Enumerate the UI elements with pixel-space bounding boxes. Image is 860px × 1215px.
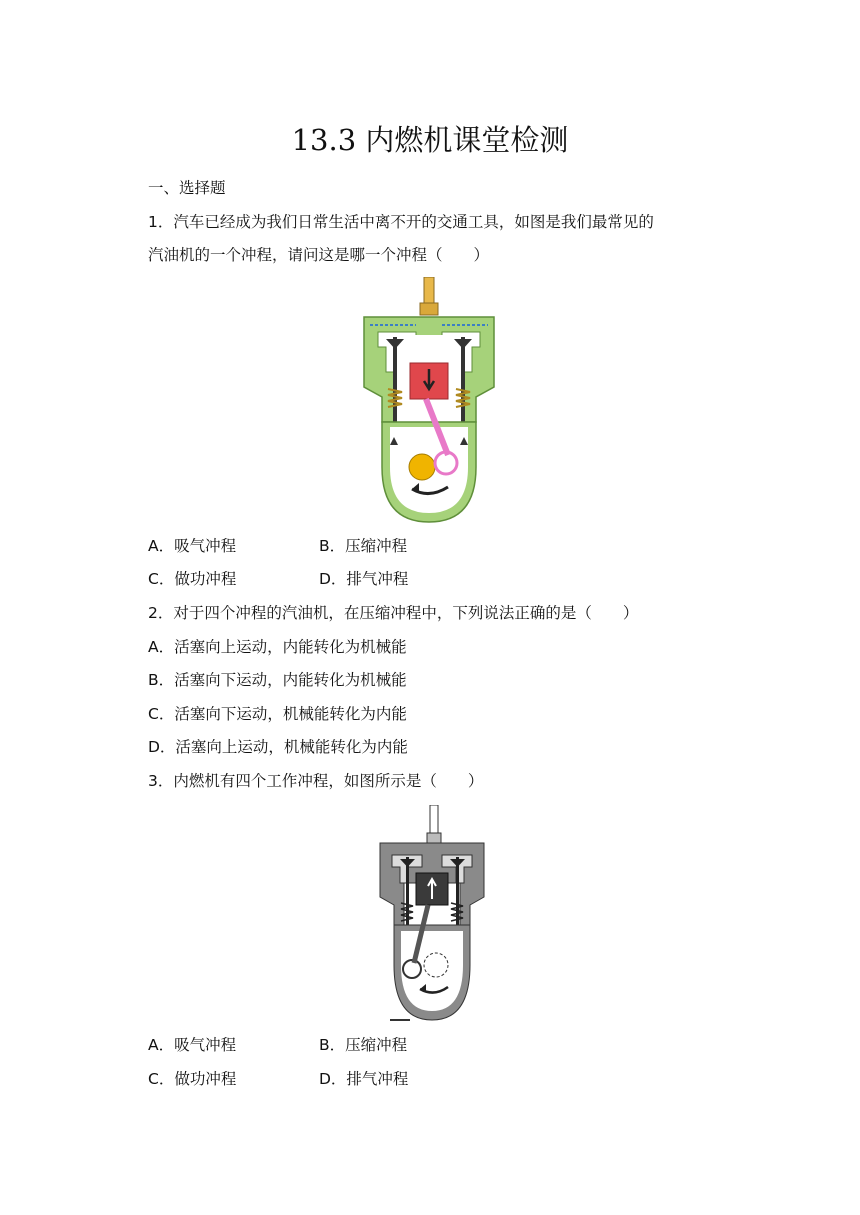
q3-option-c: C．做功冲程 xyxy=(148,1070,237,1088)
q1-option-b: B．压缩冲程 xyxy=(319,537,408,555)
q3-option-d: D．排气冲程 xyxy=(319,1070,409,1088)
page-title: 13.3 内燃机课堂检测 xyxy=(291,123,569,157)
q3-stem: 3．内燃机有四个工作冲程，如图所示是（ ） xyxy=(148,772,484,790)
q2-option-b: B．活塞向下运动，内能转化为机械能 xyxy=(148,671,407,689)
engine-diagram-color-icon xyxy=(356,277,502,525)
q2-stem: 2．对于四个冲程的汽油机，在压缩冲程中，下列说法正确的是（ ） xyxy=(148,604,639,622)
q3-option-b: B．压缩冲程 xyxy=(319,1036,408,1054)
q1-option-d: D．排气冲程 xyxy=(319,570,409,588)
engine-diagram-gray-icon xyxy=(376,805,488,1025)
q2-option-d: D．活塞向上运动，机械能转化为内能 xyxy=(148,738,408,756)
q2-option-a: A．活塞向上运动，内能转化为机械能 xyxy=(148,638,407,656)
q3-option-a: A．吸气冲程 xyxy=(148,1036,237,1054)
q1-option-a: A．吸气冲程 xyxy=(148,537,237,555)
q2-option-c: C．活塞向下运动，机械能转化为内能 xyxy=(148,705,407,723)
q1-stem-line1: 1．汽车已经成为我们日常生活中离不开的交通工具，如图是我们最常见的 xyxy=(148,213,654,231)
q1-option-c: C．做功冲程 xyxy=(148,570,237,588)
section-heading: 一、选择题 xyxy=(148,179,226,197)
q1-stem-line2: 汽油机的一个冲程，请问这是哪一个冲程（ ） xyxy=(148,246,490,264)
